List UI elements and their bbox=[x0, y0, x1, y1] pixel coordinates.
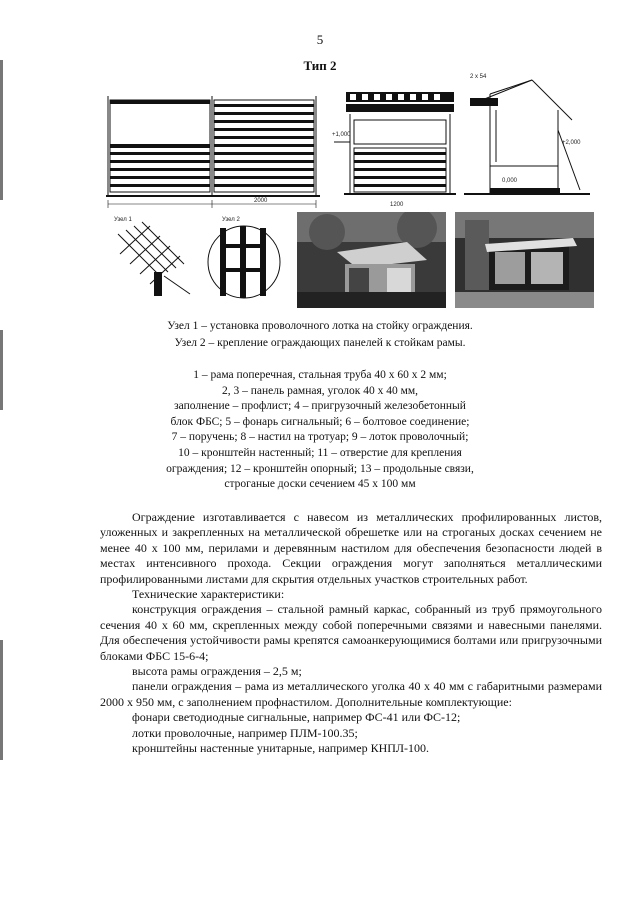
legend-line: заполнение – профлист; 4 – пригрузочный железобетонный bbox=[174, 400, 466, 413]
figure-legend bbox=[150, 368, 490, 493]
paragraph-height: высота рамы ограждения – 2,5 м; bbox=[132, 664, 302, 679]
side-section-drawing bbox=[462, 70, 592, 212]
photo-fence-canopy-2 bbox=[455, 212, 594, 308]
list-item: лотки проволочные, например ПЛМ-100.35; bbox=[132, 725, 358, 740]
figure-caption bbox=[80, 318, 560, 352]
dim-label-0000: 0,000 bbox=[502, 178, 518, 184]
page-number: 5 bbox=[316, 32, 324, 47]
legend-line: строганые доски сечением 45 х 100 мм bbox=[224, 478, 416, 491]
scan-edge-mark bbox=[0, 640, 3, 760]
dim-label-2x54: 2 x 54 bbox=[470, 74, 487, 80]
fence-elevation-drawing bbox=[104, 88, 326, 212]
photo-fence-canopy-1 bbox=[297, 212, 446, 308]
paragraph-description: Ограждение изготавливается с навесом из металлических профилированных листов, уложенных и закрепленных на металлической обрешетке или на строганых досках сечением не менее 40 х 100 мм, перилами и деревянным настилом для обеспечения безопасности людей в местах интенсивного прохода. Секции ограждения могут заполняться металлическими профилированными листами для скрытия отдельных участков строительных работ. bbox=[100, 510, 602, 586]
dim-label-plus1000: +1,000 bbox=[332, 132, 351, 138]
legend-line: 10 – кронштейн настенный; 11 – отверстие для крепления bbox=[178, 446, 462, 459]
type-title: Тип 2 bbox=[303, 58, 337, 73]
legend-line: блок ФБС; 5 – фонарь сигнальный; 6 – болтовое соединение; bbox=[170, 415, 470, 428]
node2-detail-drawing bbox=[200, 214, 292, 304]
list-item: кронштейны настенные унитарные, например КНПЛ-100. bbox=[132, 741, 430, 756]
legend-line: 1 – рама поперечная, стальная труба 40 х 60 х 2 мм; bbox=[193, 369, 447, 381]
dim-label-plus2000: +2,000 bbox=[562, 140, 581, 146]
list-item: фонари светодиодные сигнальные, например ФС-41 или ФС-12; bbox=[132, 710, 461, 725]
node1-label: Узел 1 bbox=[114, 217, 132, 223]
paragraph-panels: панели ограждения – рама из металлического уголка 40 х 40 мм с габаритными размерами 2000 х 950 мм, с заполнением профнастилом. Дополнительные комплектующие: bbox=[100, 679, 602, 709]
legend-line: 2, 3 – панель рамная, уголок 40 х 40 мм, bbox=[221, 384, 419, 397]
dim-label-1200: 1200 bbox=[390, 202, 404, 208]
node1-caption: Узел 1 – установка проволочного лотка на стойку ограждения. bbox=[167, 320, 473, 332]
body-text bbox=[100, 510, 602, 757]
dim-label-2000: 2000 bbox=[254, 198, 268, 204]
node2-label: Узел 2 bbox=[222, 217, 240, 223]
scan-edge-mark bbox=[0, 330, 3, 410]
node1-detail-drawing bbox=[110, 214, 198, 304]
legend-line: 7 – поручень; 8 – настил на тротуар; 9 – лоток проволочный; bbox=[171, 431, 469, 444]
canopy-elevation-drawing bbox=[330, 84, 460, 212]
legend-line: ограждения; 12 – кронштейн опорный; 13 – продольные связи, bbox=[166, 462, 474, 475]
paragraph-construction: конструкция ограждения – стальной рамный каркас, собранный из труб прямоугольного сечения 40 х 60 мм, скрепленных между собой поперечными связями и навесными панелями. Для обеспечения устойчивости рамы крепятся самоанкерующимися болтами или пригрузочными блоками ФБС 15-6-4; bbox=[100, 602, 602, 663]
node2-caption: Узел 2 – крепление ограждающих панелей к стойкам рамы. bbox=[174, 337, 466, 349]
tech-heading: Технические характеристики: bbox=[132, 587, 285, 602]
scan-edge-mark bbox=[0, 60, 3, 200]
